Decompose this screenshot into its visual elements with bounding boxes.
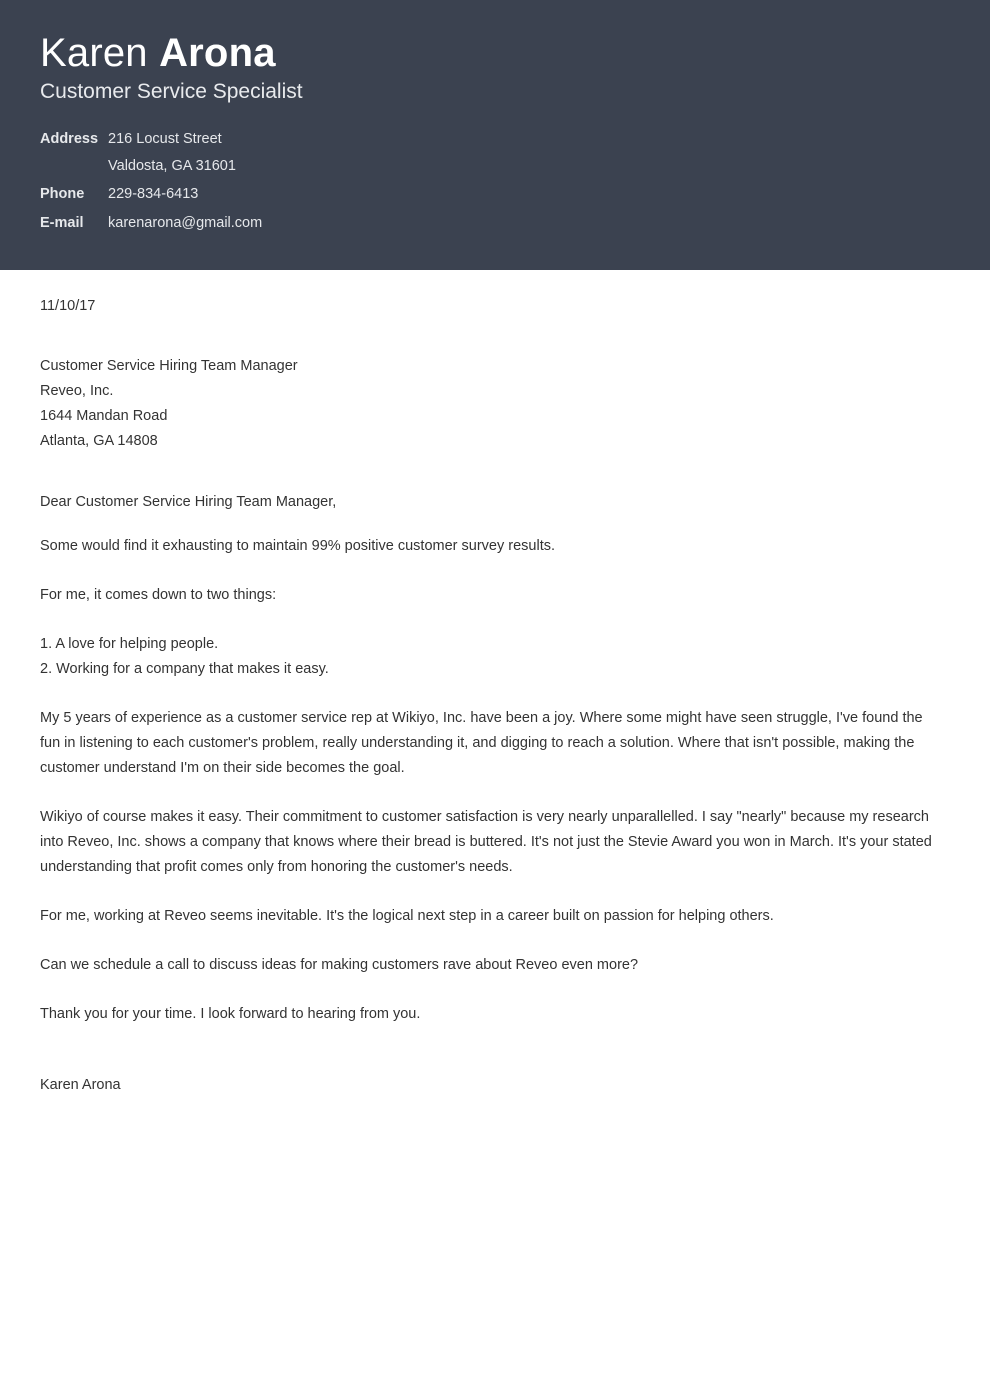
recipient-block xyxy=(40,354,946,454)
recipient-line-3: 1644 Mandan Road xyxy=(40,408,168,424)
address-line2: Valdosta, GA 31601 xyxy=(108,157,236,174)
paragraph-2: For me, it comes down to two things: xyxy=(40,587,277,603)
contact-row-email xyxy=(40,214,262,243)
contact-label-phone: Phone xyxy=(40,186,85,203)
contact-info xyxy=(40,130,262,242)
last-name: Arona xyxy=(159,31,276,75)
contact-value-email[interactable]: karenarona@gmail.com xyxy=(108,214,263,231)
paragraph-7: Thank you for your time. I look forward to hearing from you. xyxy=(40,1006,421,1022)
paragraph-1: Some would find it exhausting to maintain 99% positive customer survey results. xyxy=(40,538,555,554)
salutation: Dear Customer Service Hiring Team Manager, xyxy=(40,494,337,510)
letter-body xyxy=(0,270,990,1093)
address-line1: 216 Locust Street xyxy=(108,131,222,147)
job-title: Customer Service Specialist xyxy=(40,80,303,103)
paragraph-6: Can we schedule a call to discuss ideas for making customers rave about Reveo even more? xyxy=(40,957,639,973)
paragraph-3: My 5 years of experience as a customer service rep at Wikiyo, Inc. have been a joy. Where some might have seen struggle, I've found the fun in listening to each customer's problem, really understanding it, and digging to reach a solution. Where that isn't possible, making the customer understand I'm on their side becomes the goal. xyxy=(40,710,923,776)
letter-date: 11/10/17 xyxy=(40,298,96,314)
contact-value-phone[interactable]: 229-834-6413 xyxy=(108,186,199,203)
contact-value-address xyxy=(108,130,262,185)
contact-row-phone xyxy=(40,185,262,214)
list-item: 2. Working for a company that makes it easy. xyxy=(40,661,329,677)
signature-name: Karen Arona xyxy=(40,1077,121,1093)
list-item: 1. A love for helping people. xyxy=(40,636,219,652)
contact-label-address: Address xyxy=(40,131,99,147)
recipient-line-1: Customer Service Hiring Team Manager xyxy=(40,358,298,374)
first-name: Karen xyxy=(40,31,148,75)
applicant-name xyxy=(40,30,950,76)
paragraph-5: For me, working at Reveo seems inevitable. It's the logical next step in a career built on passion for helping others. xyxy=(40,908,774,924)
recipient-line-4: Atlanta, GA 14808 xyxy=(40,433,158,449)
paragraph-4: Wikiyo of course makes it easy. Their commitment to customer satisfaction is very nearly unparallelled. I say "nearly" because my research into Reveo, Inc. shows a company that knows where their bread is buttered. It's not just the Stevie Award you won in March. It's your stated understanding that profit comes only from honoring the customer's needs. xyxy=(40,809,932,875)
recipient-line-2: Reveo, Inc. xyxy=(40,383,114,399)
contact-label-email: E-mail xyxy=(40,214,84,231)
numbered-list xyxy=(40,632,946,682)
letter-header xyxy=(0,0,990,270)
contact-row-address xyxy=(40,130,262,185)
